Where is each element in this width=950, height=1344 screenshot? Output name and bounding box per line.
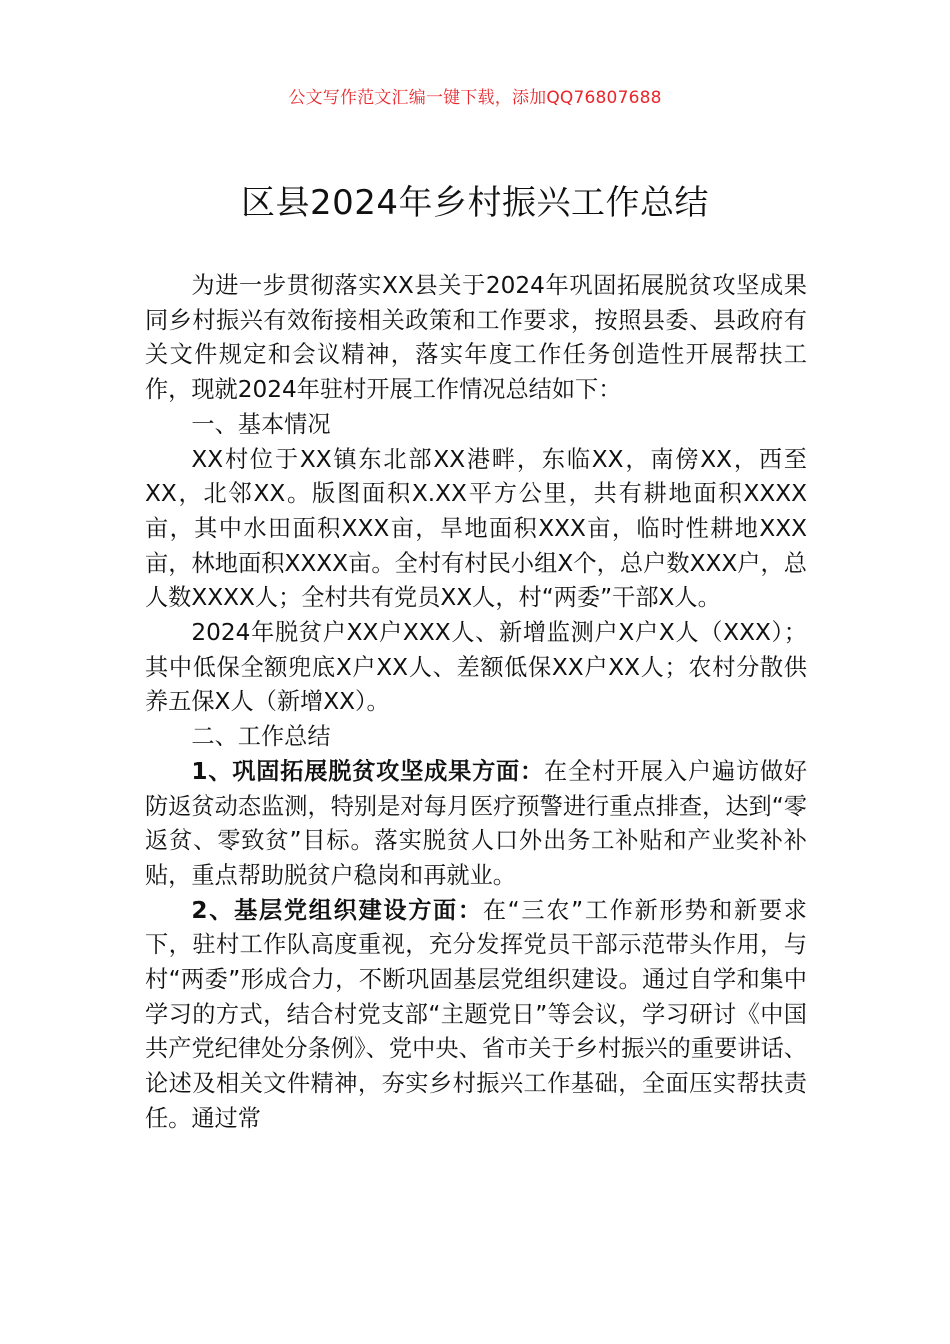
village-overview-paragraph: XX村位于XX镇东北部XX港畔，东临XX，南傍XX，西至XX，北邻XX。版图面积X.XX平方公里，共有耕地面积XXXX亩，其中水田面积XXX亩，旱地面积XXX亩，临时性耕地XXX亩，林地面积XXXX亩。全村有村民小组X个，总户数XXX户，总人数XXXX人；全村共有党员XX人，村“两委”干部X人。 [145, 445, 807, 612]
party-building-lead: 2、基层党组织建设方面： [191, 896, 483, 924]
document-body [145, 269, 807, 1137]
download-promo-note: 公文写作范文汇编一键下载，添加QQ76807688 [288, 88, 662, 108]
section-heading-work-summary: 二、工作总结 [191, 723, 331, 751]
poverty-consolidation-lead: 1、巩固拓展脱贫攻坚成果方面： [191, 757, 545, 785]
intro-paragraph: 为进一步贯彻落实XX县关于2024年巩固拓展脱贫攻坚成果同乡村振兴有效衔接相关政策和工作要求，按照县委、县政府有关文件规定和会议精神，落实年度工作任务创造性开展帮扶工作，现就2024年驻村开展工作情况总结如下： [145, 272, 807, 404]
party-building-text: 在“三农”工作新形势和新要求下，驻村工作队高度重视，充分发挥党员干部示范带头作用，与村“两委”形成合力，不断巩固基层党组织建设。通过自学和集中学习的方式，结合村党支部“主题党日”等会议，学习研讨《中国共产党纪律处分条例》、党中央、省市关于乡村振兴的重要讲话、论述及相关文件精神，夯实乡村振兴工作基础，全面压实帮扶责任。通过常 [145, 896, 807, 1132]
document-title: 区县2024年乡村振兴工作总结 [240, 183, 710, 223]
poverty-consolidation-text: 在全村开展入户遍访做好防返贫动态监测，特别是对每月医疗预警进行重点排查，达到“零返贫、零致贫”目标。落实脱贫人口外出务工补贴和产业奖补补贴，重点帮助脱贫户稳岗和再就业。 [145, 757, 808, 889]
section-heading-basic-info: 一、基本情况 [191, 410, 331, 438]
poverty-stats-paragraph: 2024年脱贫户XX户XXX人、新增监测户X户X人（XXX）；其中低保全额兜底X户XX人、差额低保XX户XX人；农村分散供养五保X人（新增XX）。 [145, 619, 807, 716]
party-building-paragraph [145, 894, 807, 1137]
poverty-consolidation-paragraph [145, 755, 807, 894]
